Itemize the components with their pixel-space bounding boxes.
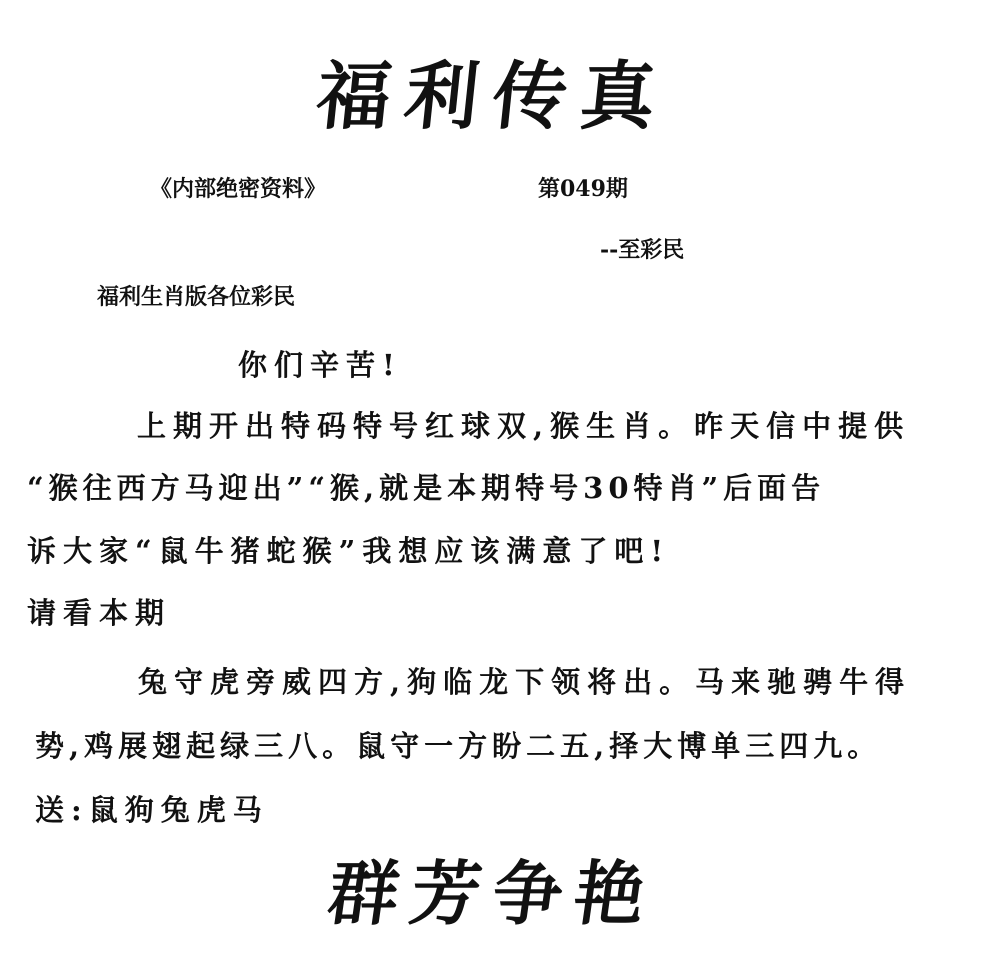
salutation: 福利生肖版各位彩民 [97, 284, 296, 310]
paragraph1-line: “猴往西方马迎出”“猴,就是本期特号30特肖”后面告 [27, 471, 826, 505]
paragraph2-line: 势,鸡展翅起绿三八。鼠守一方盼二五,择大博单三四九。 [35, 729, 882, 763]
section-lead: 请看本期 [27, 596, 172, 630]
issue-number: 第049期 [538, 176, 628, 202]
paragraph2-line: 兔守虎旁威四方,狗临龙下领将出。马来驰骋牛得 [138, 665, 912, 699]
gift-line: 送:鼠狗兔虎马 [35, 793, 269, 827]
document-title: 福利传真 [312, 54, 674, 140]
recipient-line: --至彩民 [600, 237, 685, 263]
greeting: 你们辛苦! [238, 348, 402, 382]
paragraph1-line: 上期开出特码特号红球双,猴生肖。昨天信中提供 [137, 409, 911, 443]
footer-slogan: 群芳争艳 [322, 852, 663, 935]
paragraph1-line: 诉大家“鼠牛猪蛇猴”我想应该满意了吧! [27, 534, 671, 568]
confidential-label: 《内部绝密资料》 [150, 176, 327, 202]
